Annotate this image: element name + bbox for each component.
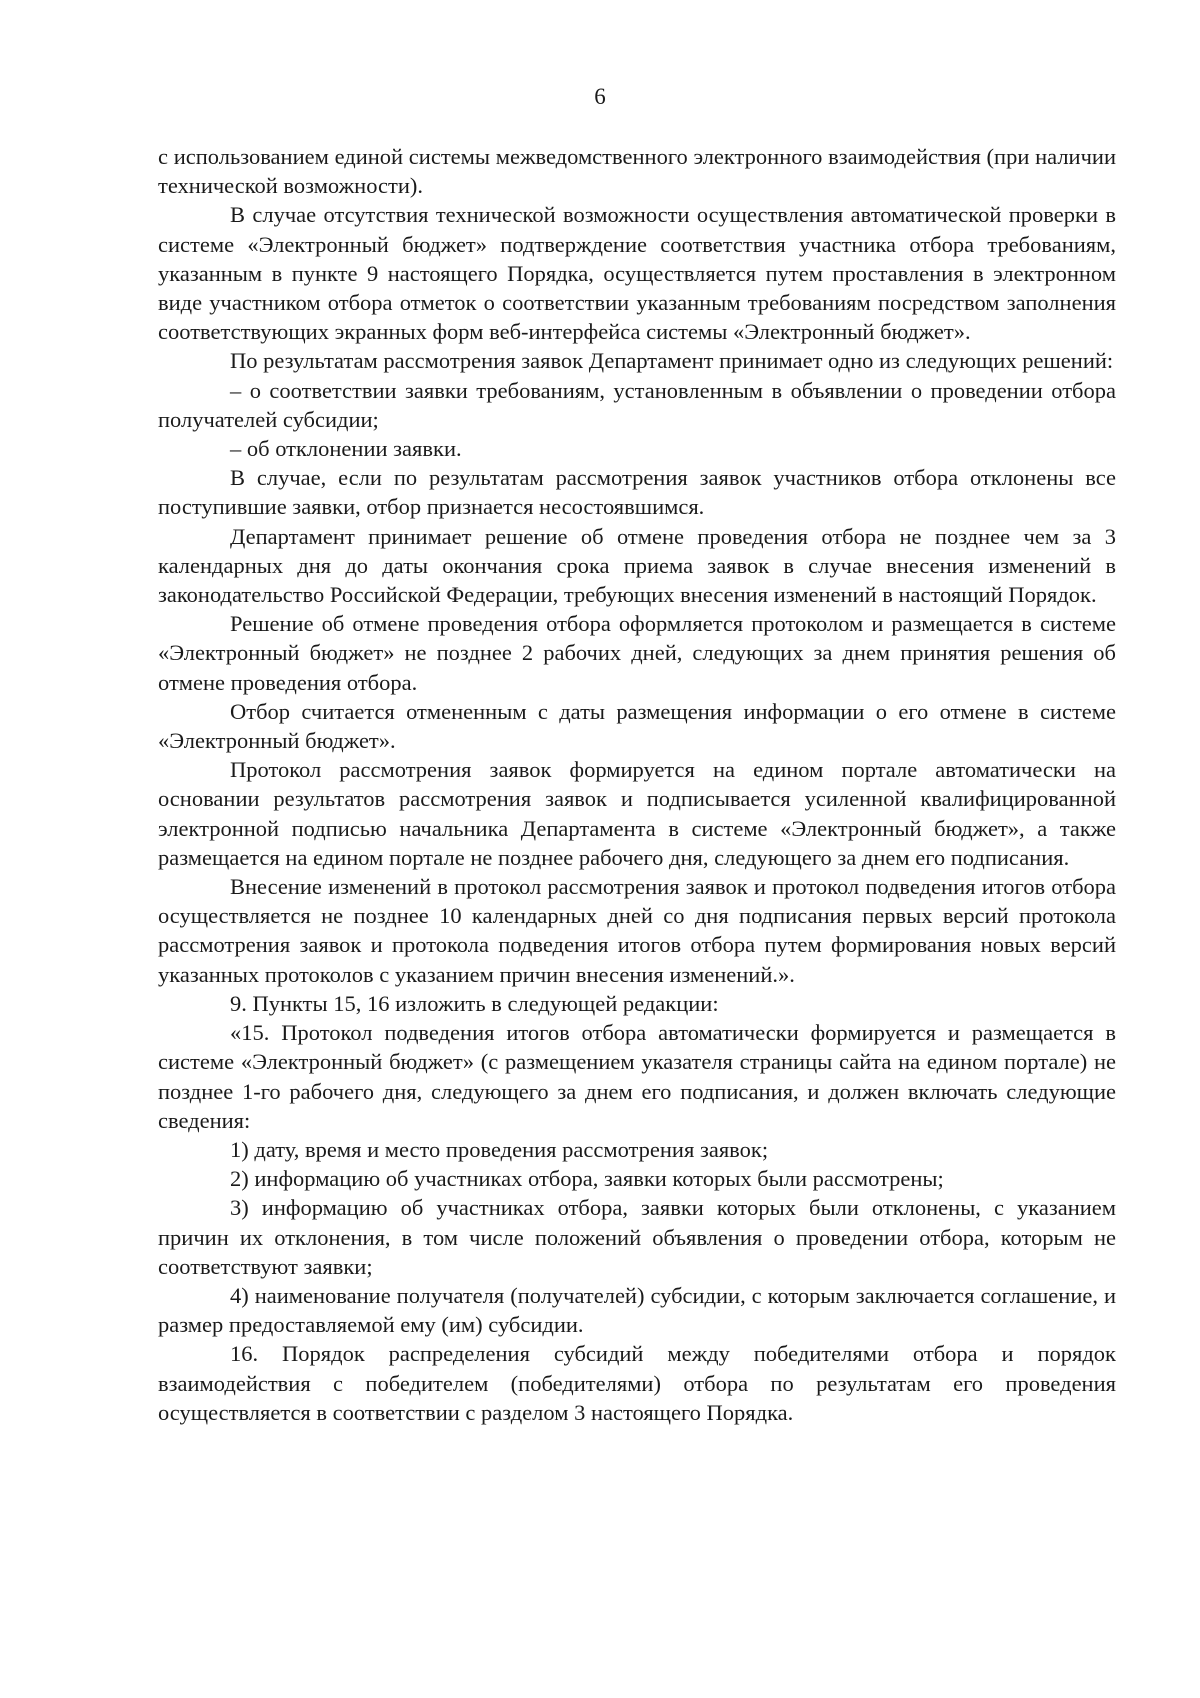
paragraph: В случае, если по результатам рассмотрения заявок участников отбора отклонены все поступившие заявки, отбор признается несостоявшимся.	[158, 465, 1116, 520]
paragraph: «15. Протокол подведения итогов отбора автоматически формируется и размещается в системе «Электронный бюджет» (с размещением указателя страницы сайта на едином портале) не позднее 1-го рабочего дня, следующего за днем его подписания, и должен включать следующие сведения:	[158, 1020, 1116, 1133]
paragraph: Решение об отмене проведения отбора оформляется протоколом и размещается в системе «Электронный бюджет» не позднее 2 рабочих дней, следующих за днем принятия решения об отмене проведения отбора.	[158, 611, 1116, 695]
list-item: 1) дату, время и место проведения рассмотрения заявок;	[230, 1136, 769, 1162]
list-item: 2) информацию об участниках отбора, заявки которых были рассмотрены;	[230, 1166, 944, 1192]
paragraph: Департамент принимает решение об отмене проведения отбора не позднее чем за 3 календарных дня до даты окончания срока приема заявок в случае внесения изменений в законодательство Российской Федерации, требующих внесения изменений в настоящий Порядок.	[158, 523, 1116, 608]
list-item: 3) информацию об участниках отбора, заявки которых были отклонены, с указанием причин их отклонения, в том числе положений объявления о проведении отбора, которым не соответствуют заявки;	[158, 1195, 1116, 1279]
paragraph: По результатам рассмотрения заявок Департамент принимает одно из следующих решений:	[230, 348, 1114, 374]
document-body	[158, 142, 1116, 1427]
paragraph: В случае отсутствия технической возможности осуществления автоматической проверки в системе «Электронный бюджет» подтверждение соответствия участника отбора требованиям, указанным в пункте 9 настоящего Порядка, осуществляется путем проставления в электронном виде участником отбора отметок о соответствии указанным требованиям посредством заполнения соответствующих экранных форм веб-интерфейса системы «Электронный бюджет».	[158, 202, 1116, 345]
paragraph: Протокол рассмотрения заявок формируется на едином портале автоматически на основании результатов рассмотрения заявок и подписывается усиленной квалифицированной электронной подписью начальника Департамента в системе «Электронный бюджет», а также размещается на едином портале не позднее рабочего дня, следующего за днем его подписания.	[158, 757, 1116, 870]
list-item: 4) наименование получателя (получателей) субсидии, с которым заключается соглашение, и размер предоставляемой ему (им) субсидии.	[158, 1282, 1116, 1338]
paragraph: Отбор считается отмененным с даты размещения информации о его отмене в системе «Электронный бюджет».	[158, 698, 1116, 754]
paragraph: Внесение изменений в протокол рассмотрения заявок и протокол подведения итогов отбора осуществляется не позднее 10 календарных дней со дня подписания первых версий протокола рассмотрения заявок и протокола подведения итогов отбора путем формирования новых версий указанных протоколов с указанием причин внесения изменений.».	[158, 874, 1116, 987]
paragraph: с использованием единой системы межведомственного электронного взаимодействия (при наличии технической возможности).	[158, 144, 1116, 199]
page-number: 6	[594, 84, 606, 109]
section-heading: 9. Пункты 15, 16 изложить в следующей редакции:	[230, 990, 719, 1016]
paragraph: 16. Порядок распределения субсидий между победителями отбора и порядок взаимодействия с победителем (победителями) отбора по результатам его проведения осуществляется в соответствии с разделом 3 настоящего Порядка.	[158, 1341, 1116, 1425]
list-item: – о соответствии заявки требованиям, установленным в объявлении о проведении отбора получателей субсидии;	[158, 377, 1116, 432]
list-item: – об отклонении заявки.	[230, 436, 462, 462]
